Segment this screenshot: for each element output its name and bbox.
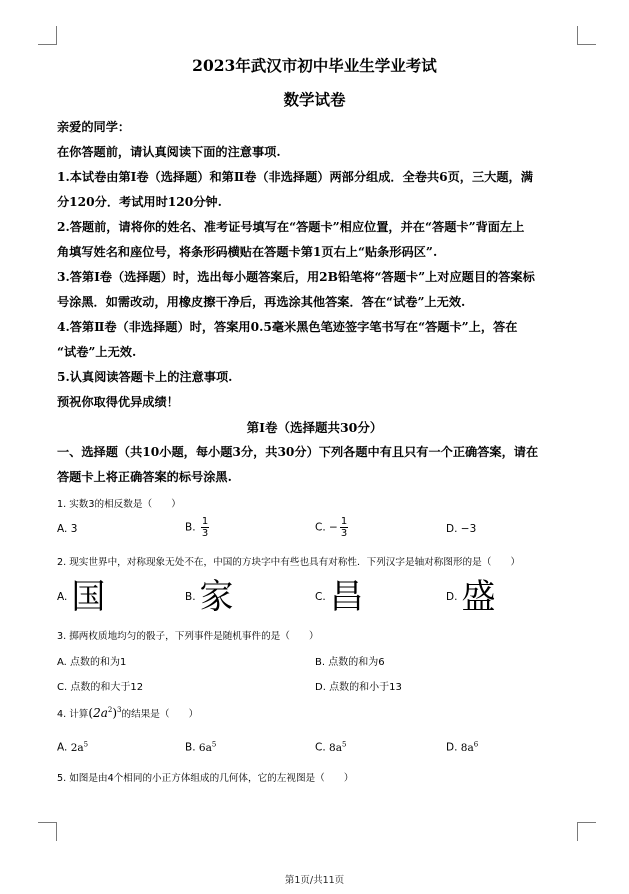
notice-line: 1.本试卷由第Ⅰ卷（选择题）和第Ⅱ卷（非选择题）两部分组成．全卷共6页，三大题，满: [57, 170, 533, 184]
option-letter: D.: [446, 741, 458, 754]
q4-option-b[interactable]: [185, 740, 216, 754]
fraction: $\frac{1}{3}$: [340, 516, 348, 539]
q1-option-c[interactable]: [315, 516, 348, 539]
option-value: −3: [460, 523, 477, 535]
notice-line: 分120分．考试用时120分钟.: [57, 195, 222, 209]
option-value: 点数的和大于12: [70, 682, 144, 693]
question-3-stem: 3. 掷两枚质地均匀的骰子，下列事件是随机事件的是（ ）: [57, 631, 319, 642]
exam-subtitle: 数学试卷: [283, 90, 346, 109]
notice-line: 4.答第Ⅱ卷（非选择题）时，答案用0.5毫米黑色笔迹签字笔书写在“答题卡”上，答在: [57, 320, 518, 334]
notice-line: 5.认真阅读答题卡上的注意事项.: [57, 370, 233, 384]
option-letter: C.: [315, 741, 326, 754]
chinese-character: 国: [71, 577, 106, 617]
math-expression: $6a^5$: [198, 740, 217, 754]
crop-mark-bottom-right: [577, 822, 596, 841]
q2-option-a[interactable]: [57, 577, 106, 617]
q4-option-a[interactable]: [57, 740, 88, 754]
math-expression: $2a^5$: [70, 740, 89, 754]
option-letter: A.: [57, 657, 67, 668]
notice-line: 角填写姓名和座位号，将条形码横贴在答题卡第1页右上“贴条形码区”.: [57, 245, 438, 259]
option-letter: D.: [446, 523, 458, 535]
option-value: 点数的和为6: [328, 657, 385, 668]
greeting: 亲爱的同学：: [57, 120, 131, 134]
question-5-stem: 5. 如图是由4个相同的小正方体组成的几何体，它的左视图是（ ）: [57, 773, 354, 784]
crop-mark-top-right: [577, 26, 596, 45]
exam-title: 2023年武汉市初中毕业生学业考试: [192, 56, 437, 75]
option-letter: A.: [57, 523, 68, 535]
q1-option-a[interactable]: [57, 523, 77, 535]
option-letter: B.: [185, 591, 196, 603]
question-4-stem: 4. 计算$(2a^2)^3$的结果是（ ）: [57, 706, 199, 720]
option-letter: C.: [57, 682, 68, 693]
option-letter: B.: [185, 521, 196, 534]
notice-line: 号涂黑．如需改动，用橡皮擦干净后，再选涂其他答案．答在“试卷”上无效.: [57, 295, 466, 309]
notice-line: 2.答题前，请将你的姓名、准考证号填写在“答题卡”相应位置，并在“答题卡”背面左上: [57, 220, 525, 234]
q3-option-a[interactable]: [57, 653, 126, 668]
section-instructions: 一、选择题（共10小题，每小题3分，共30分）下列各题中有且只有一个正确答案，请在: [57, 445, 539, 459]
option-value: 点数的和为1: [70, 657, 127, 668]
option-letter: A.: [57, 741, 68, 754]
section-instructions: 答题卡上将正确答案的标号涂黑.: [57, 470, 232, 484]
page-footer: 第1页/共11页: [284, 875, 345, 886]
chinese-character: 家: [199, 577, 234, 617]
fraction: $\frac{1}{3}$: [201, 516, 209, 539]
chinese-character: 昌: [329, 577, 364, 617]
q4-option-c[interactable]: [315, 740, 346, 754]
q3-option-b[interactable]: [315, 653, 385, 668]
crop-mark-bottom-left: [38, 822, 57, 841]
math-expression: $8a^5$: [329, 740, 347, 754]
q3-option-c[interactable]: [57, 678, 143, 693]
minus-sign: −: [329, 521, 338, 534]
option-letter: D.: [446, 591, 458, 603]
question-2-stem: 2. 现实世界中，对称现象无处不在，中国的方块字中有些也具有对称性．下列汉字是轴对称图形的是（ ）: [57, 557, 521, 568]
option-letter: A.: [57, 591, 68, 603]
math-expression: $(2a^2)^3$: [88, 706, 122, 720]
math-expression: $8a^6$: [460, 740, 479, 754]
crop-mark-top-left: [38, 26, 57, 45]
option-letter: B.: [185, 741, 196, 754]
option-value: 点数的和小于13: [329, 682, 402, 693]
chinese-character: 盛: [461, 577, 496, 617]
notice-line: 3.答第Ⅰ卷（选择题）时，选出每小题答案后，用2B铅笔将“答题卡”上对应题目的答案标: [57, 270, 535, 284]
q1-option-b[interactable]: [185, 516, 209, 539]
q2-option-d[interactable]: [446, 577, 496, 617]
option-letter: C.: [315, 521, 326, 534]
section-title: 第Ⅰ卷（选择题共30分）: [246, 420, 383, 435]
q3-option-d[interactable]: [315, 678, 402, 693]
option-letter: D.: [315, 682, 326, 693]
q2-option-b[interactable]: [185, 577, 234, 617]
option-letter: C.: [315, 591, 326, 603]
notice-closing: 预祝你取得优异成绩！: [57, 395, 179, 409]
q2-option-c[interactable]: [315, 577, 364, 617]
question-1-stem: 1. 实数3的相反数是（ ）: [57, 499, 181, 510]
q4-option-d[interactable]: [446, 740, 478, 754]
notice-intro: 在你答题前，请认真阅读下面的注意事项.: [57, 145, 281, 159]
q1-option-d[interactable]: [446, 523, 476, 535]
option-letter: B.: [315, 657, 326, 668]
notice-line: “试卷”上无效.: [57, 345, 137, 359]
option-value: 3: [70, 523, 78, 535]
